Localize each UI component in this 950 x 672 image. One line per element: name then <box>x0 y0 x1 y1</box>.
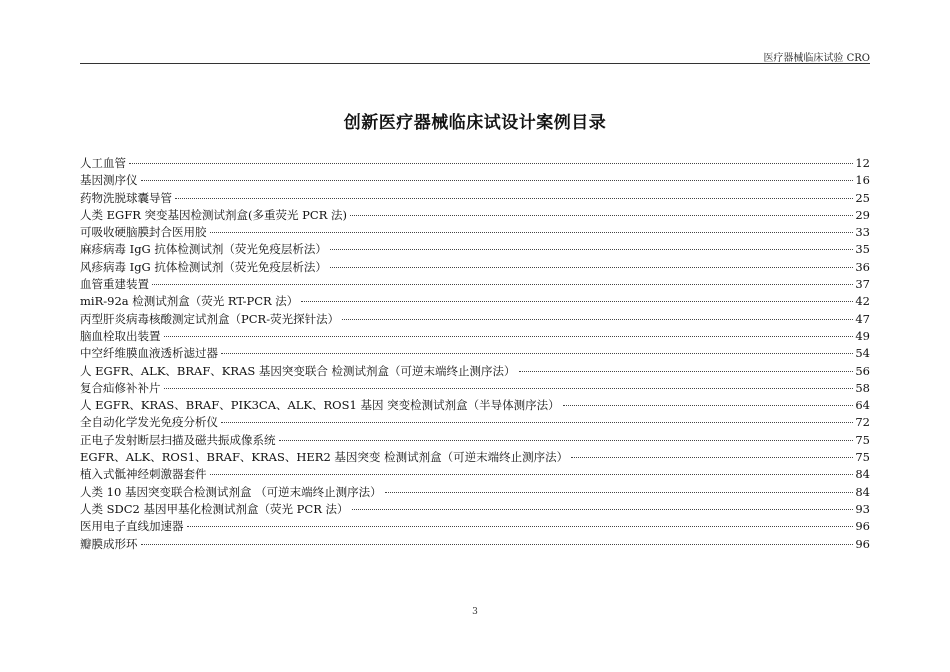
toc-entry-title: 人类 SDC2 基因甲基化检测试剂盒（荧光 PCR 法） <box>80 501 349 516</box>
toc-entry[interactable] <box>80 466 870 483</box>
toc-entry[interactable] <box>80 449 870 466</box>
toc-entry-page: 72 <box>855 415 870 430</box>
toc-entry-page: 96 <box>855 519 870 534</box>
toc-entry-title: 人工血管 <box>80 156 126 170</box>
table-of-contents <box>80 155 870 553</box>
toc-entry-page: 93 <box>855 501 870 516</box>
page-number: 3 <box>472 607 478 617</box>
toc-entry-page: 42 <box>855 294 870 309</box>
toc-entry[interactable] <box>80 207 870 224</box>
running-header: 医疗器械临床试验 CRO <box>763 53 870 64</box>
toc-dot-leader <box>175 198 853 199</box>
toc-dot-leader <box>210 232 854 233</box>
toc-dot-leader <box>221 422 853 423</box>
toc-entry-page: 56 <box>855 363 870 378</box>
toc-entry[interactable] <box>80 259 870 276</box>
toc-entry[interactable] <box>80 241 870 258</box>
toc-entry[interactable] <box>80 276 870 293</box>
toc-entry-title: 可吸收硬脑膜封合医用胶 <box>80 225 207 240</box>
toc-entry-title: 丙型肝炎病毒核酸测定试剂盒（PCR-荧光探针法） <box>80 311 340 326</box>
toc-entry-title: 风疹病毒 IgG 抗体检测试剂（荧光免疫层析法） <box>80 259 327 274</box>
toc-entry-page: 12 <box>855 156 870 170</box>
toc-entry[interactable] <box>80 172 870 189</box>
toc-entry-page: 84 <box>855 484 870 499</box>
toc-dot-leader <box>129 163 853 164</box>
toc-entry-page: 29 <box>855 207 870 222</box>
toc-entry-title: 医用电子直线加速器 <box>80 519 184 534</box>
toc-entry-title: 人 EGFR、ALK、BRAF、KRAS 基因突变联合 检测试剂盒（可逆末端终止测序法） <box>80 363 516 378</box>
toc-entry[interactable] <box>80 363 870 380</box>
toc-dot-leader <box>571 457 853 458</box>
toc-dot-leader <box>210 474 854 475</box>
toc-entry-page: 16 <box>855 173 870 188</box>
toc-dot-leader <box>279 440 854 441</box>
toc-entry[interactable] <box>80 432 870 449</box>
page-title: 创新医疗器械临床试设计案例目录 <box>343 113 607 133</box>
toc-dot-leader <box>152 284 853 285</box>
toc-entry-title: 人类 10 基因突变联合检测试剂盒 （可逆末端终止测序法） <box>80 484 382 499</box>
toc-entry-title: 瓣膜成形环 <box>80 536 138 551</box>
toc-entry-title: 正电子发射断层扫描及磁共振成像系统 <box>80 432 276 447</box>
toc-dot-leader <box>330 249 853 250</box>
toc-entry-page: 64 <box>855 398 870 413</box>
toc-entry-page: 75 <box>855 450 870 465</box>
toc-entry-page: 25 <box>855 190 870 205</box>
toc-entry-page: 84 <box>855 467 870 482</box>
toc-entry[interactable] <box>80 345 870 362</box>
toc-entry-page: 36 <box>855 259 870 274</box>
toc-entry[interactable] <box>80 190 870 207</box>
toc-entry-title: 全自动化学发光免疫分析仪 <box>80 415 218 430</box>
toc-entry[interactable] <box>80 380 870 397</box>
toc-dot-leader <box>350 215 853 216</box>
toc-entry-page: 75 <box>855 432 870 447</box>
toc-entry-title: 基因测序仪 <box>80 173 138 188</box>
toc-entry-title: 复合疝修补补片 <box>80 380 161 395</box>
toc-entry-title: 药物洗脱球囊导管 <box>80 190 172 205</box>
toc-entry-page: 96 <box>855 536 870 551</box>
toc-entry-title: 人类 EGFR 突变基因检测试剂盒(多重荧光 PCR 法) <box>80 207 348 222</box>
toc-entry-title: EGFR、ALK、ROS1、BRAF、KRAS、HER2 基因突变 检测试剂盒（可逆末端终止测序法） <box>80 450 569 465</box>
toc-entry-page: 58 <box>855 380 870 395</box>
toc-entry[interactable] <box>80 536 870 553</box>
toc-dot-leader <box>141 544 854 545</box>
toc-dot-leader <box>164 336 854 337</box>
toc-dot-leader <box>519 371 854 372</box>
toc-entry[interactable] <box>80 311 870 328</box>
toc-entry[interactable] <box>80 518 870 535</box>
toc-entry[interactable] <box>80 397 870 414</box>
header-rule <box>80 63 870 64</box>
toc-entry-page: 47 <box>855 311 870 326</box>
toc-entry[interactable] <box>80 224 870 241</box>
toc-dot-leader <box>563 405 854 406</box>
toc-entry[interactable] <box>80 155 870 172</box>
toc-entry-title: 脑血栓取出装置 <box>80 328 161 343</box>
toc-dot-leader <box>187 526 854 527</box>
toc-entry-title: 人 EGFR、KRAS、BRAF、PIK3CA、ALK、ROS1 基因 突变检测试剂盒（半导体测序法） <box>80 398 560 413</box>
toc-entry[interactable] <box>80 414 870 431</box>
toc-entry[interactable] <box>80 501 870 518</box>
toc-entry[interactable] <box>80 328 870 345</box>
toc-entry-title: 麻疹病毒 IgG 抗体检测试剂（荧光免疫层析法） <box>80 242 327 257</box>
toc-entry-page: 33 <box>855 225 870 240</box>
toc-entry-title: 植入式骶神经刺激器套件 <box>80 467 207 482</box>
toc-entry-page: 54 <box>855 346 870 361</box>
toc-entry-page: 49 <box>855 328 870 343</box>
toc-entry-title: 血管重建装置 <box>80 277 149 292</box>
toc-entry-title: miR-92a 检测试剂盒（荧光 RT-PCR 法） <box>80 294 299 309</box>
toc-dot-leader <box>352 509 854 510</box>
toc-dot-leader <box>141 180 854 181</box>
toc-entry-title: 中空纤维膜血液透析滤过器 <box>80 346 218 361</box>
toc-dot-leader <box>385 492 854 493</box>
toc-entry[interactable] <box>80 293 870 310</box>
toc-dot-leader <box>342 319 853 320</box>
toc-entry-page: 37 <box>855 277 870 292</box>
toc-dot-leader <box>164 388 854 389</box>
toc-entry-page: 35 <box>855 242 870 257</box>
toc-entry[interactable] <box>80 484 870 501</box>
toc-dot-leader <box>330 267 853 268</box>
toc-dot-leader <box>301 301 853 302</box>
toc-dot-leader <box>221 353 853 354</box>
